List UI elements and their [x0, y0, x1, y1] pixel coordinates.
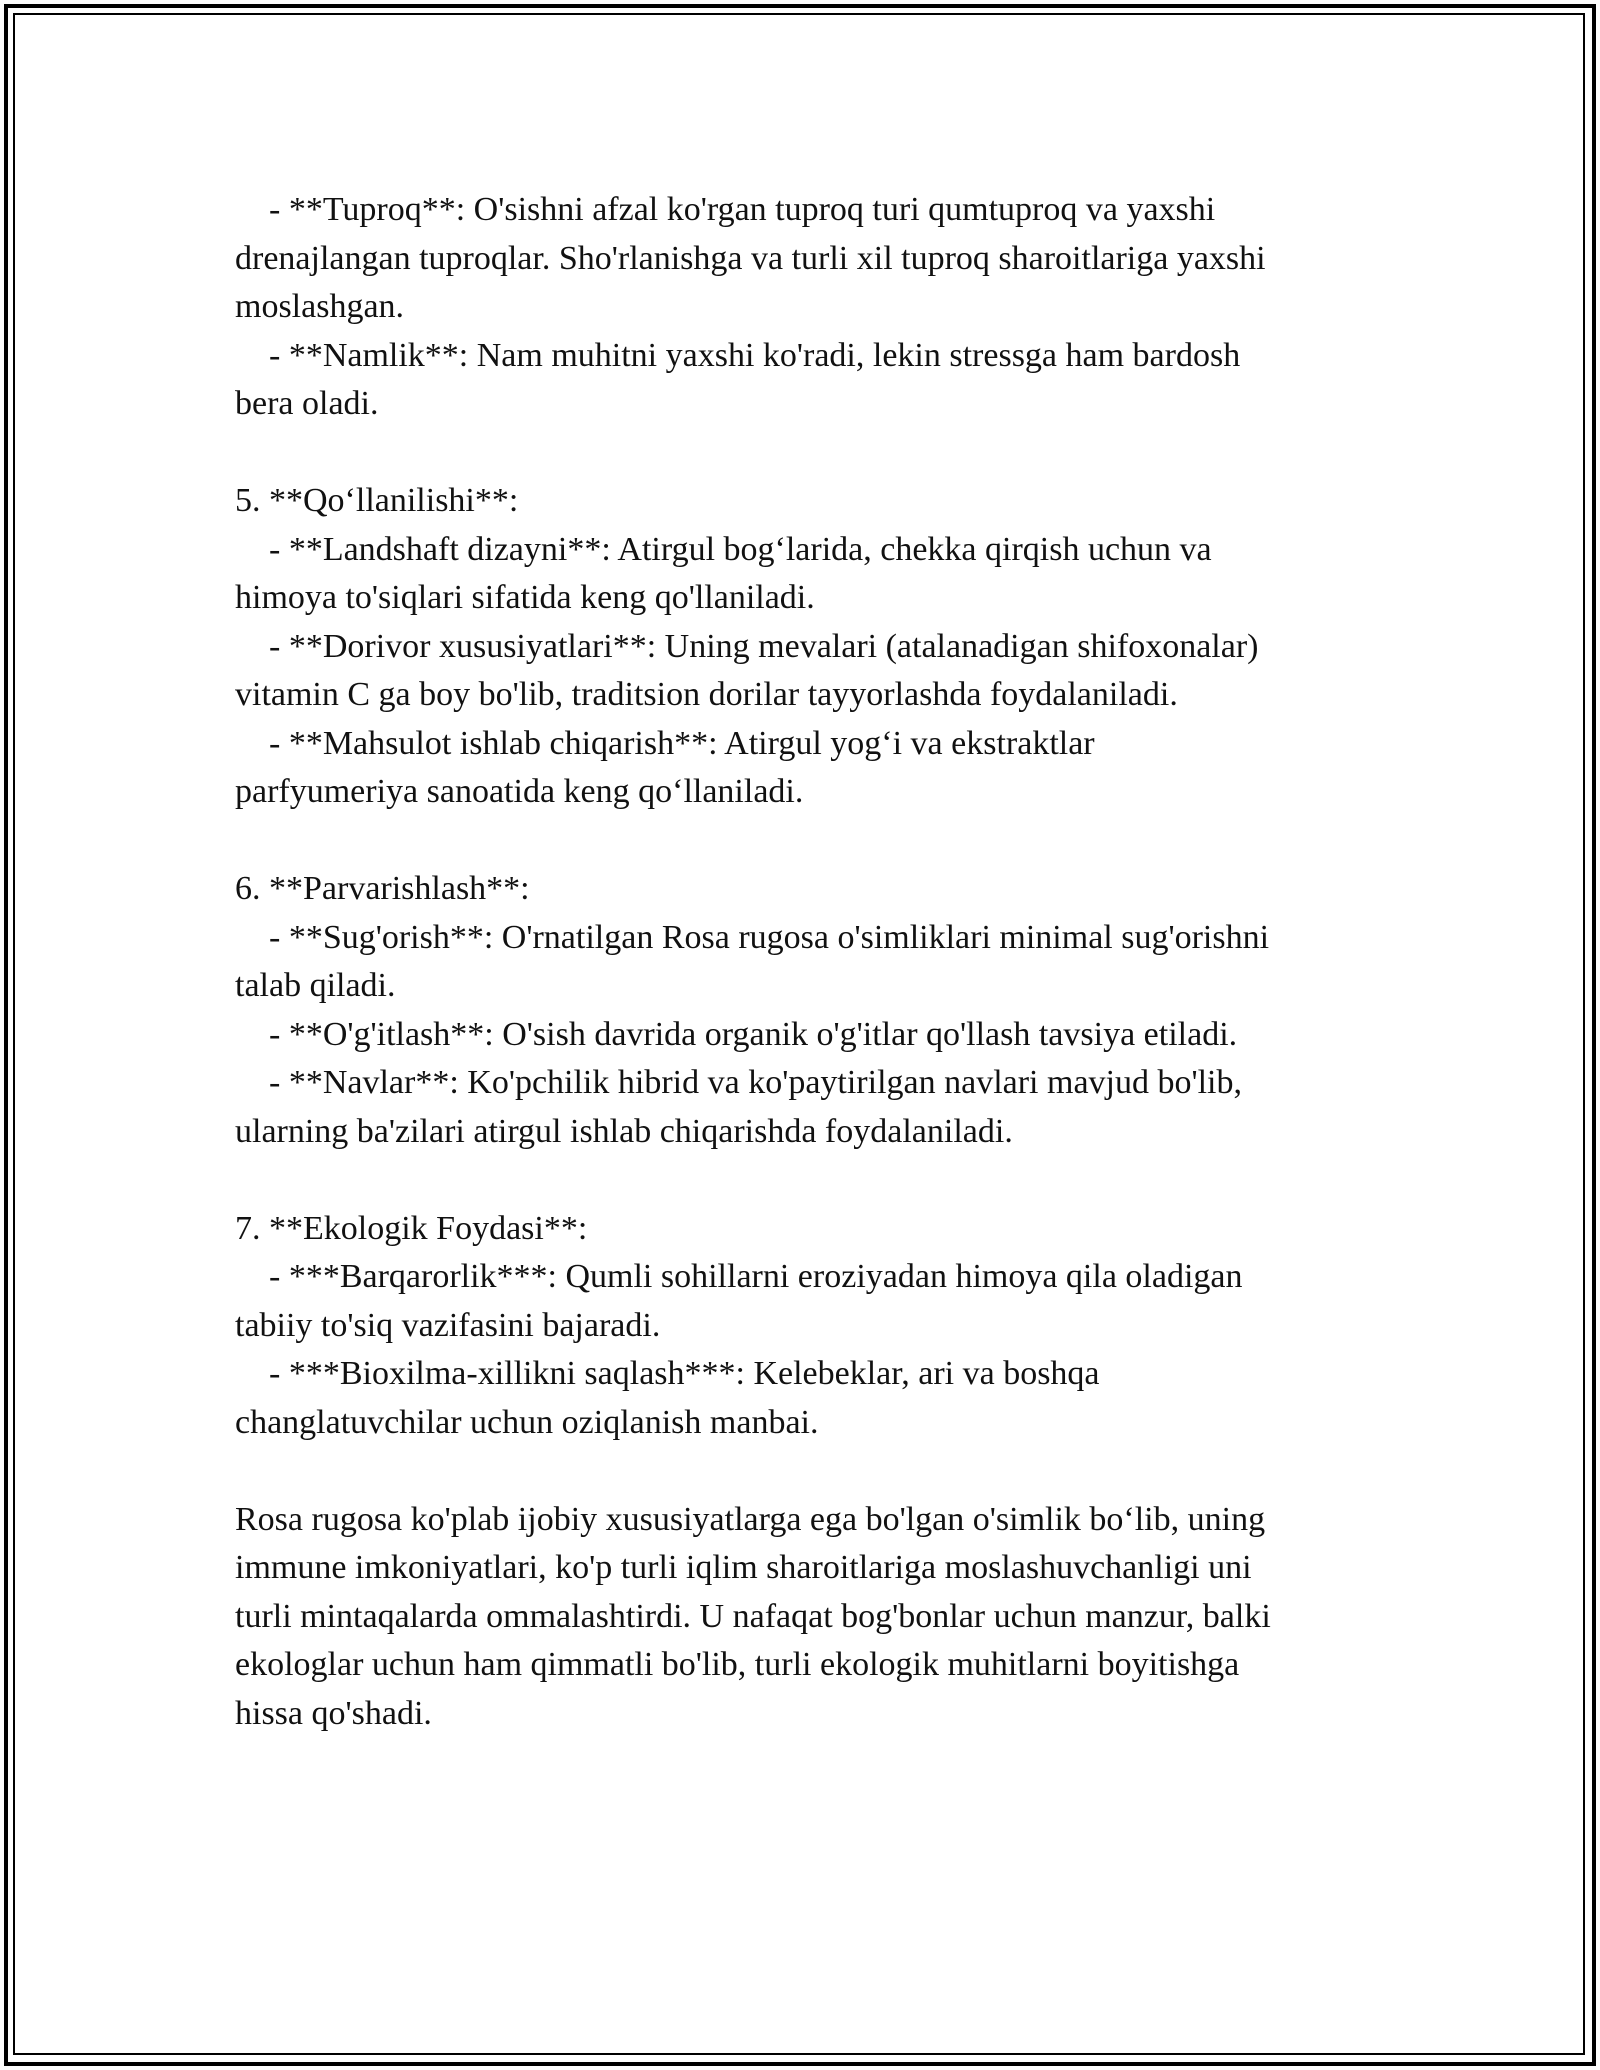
text-line: - **Mahsulot ishlab chiqarish**: Atirgul yog‘i va ekstraktlar — [235, 724, 1095, 762]
text-line: vitamin C ga boy bo'lib, traditsion dorilar tayyorlashda foydalaniladi. — [235, 676, 1178, 713]
section-heading: 6. **Parvarishlash**: — [235, 870, 530, 907]
text-line: changlatuvchilar uchun oziqlanish manbai. — [235, 1403, 819, 1441]
blank-line — [235, 429, 1385, 478]
text-line: drenajlangan tuproqlar. Sho'rlanishga va turli xil tuproq sharoitlariga yaxshi — [235, 239, 1266, 277]
text-line: tabiiy to'siq vazifasini bajaradi. — [235, 1306, 661, 1344]
document-body — [235, 186, 1385, 1738]
text-line: - **Landshaft dizayni**: Atirgul bog‘larida, chekka qirqish uchun va — [235, 530, 1212, 568]
text-line: ularning ba'zilari atirgul ishlab chiqarishda foydalaniladi. — [235, 1112, 1013, 1150]
blank-line — [235, 1447, 1385, 1496]
text-line: bera oladi. — [235, 385, 379, 422]
conclusion-line: ekologlar uchun ham qimmatli bo'lib, turli ekologik muhitlarni boyitishga — [235, 1646, 1240, 1683]
section-heading: 5. **Qo‘llanilishi**: — [235, 482, 519, 519]
text-line: - **Sug'orish**: O'rnatilgan Rosa rugosa o'simliklari minimal sug'orishni — [235, 918, 1270, 956]
text-line: - **O'g'itlash**: O'sish davrida organik o'g'itlar qo'llash tavsiya etiladi. — [235, 1015, 1238, 1053]
text-line: moslashgan. — [235, 288, 405, 325]
text-line: parfyumeriya sanoatida keng qo‘llaniladi. — [235, 773, 804, 810]
text-line: - **Navlar**: Ko'pchilik hibrid va ko'paytirilgan navlari mavjud bo'lib, — [235, 1064, 1243, 1101]
text-line: - **Dorivor xususiyatlari**: Uning mevalari (atalanadigan shifoxonalar) — [235, 627, 1259, 665]
text-line: talab qiladi. — [235, 967, 396, 1004]
text-line: himoya to'siqlari sifatida keng qo'llaniladi. — [235, 579, 815, 616]
text-line: - ***Barqarorlik***: Qumli sohillarni eroziyadan himoya qila oladigan — [235, 1258, 1243, 1295]
text-line: - **Namlik**: Nam muhitni yaxshi ko'radi, lekin stressga ham bardosh — [235, 336, 1241, 374]
conclusion-line: turli mintaqalarda ommalashtirdi. U nafaqat bog'bonlar uchun manzur, balki — [235, 1597, 1271, 1635]
section-heading: 7. **Ekologik Foydasi**: — [235, 1209, 588, 1247]
blank-line — [235, 1156, 1385, 1205]
text-line: - **Tuproq**: O'sishni afzal ko'rgan tuproq turi qumtuproq va yaxshi — [235, 191, 1216, 228]
blank-line — [235, 817, 1385, 866]
conclusion-line: Rosa rugosa ko'plab ijobiy xususiyatlarga ega bo'lgan o'simlik bo‘lib, uning — [235, 1500, 1266, 1538]
conclusion-line: immune imkoniyatlari, ko'p turli iqlim sharoitlariga moslashuvchanligi uni — [235, 1549, 1252, 1586]
conclusion-line: hissa qo'shadi. — [235, 1694, 432, 1732]
text-line: - ***Bioxilma-xillikni saqlash***: Kelebeklar, ari va boshqa — [235, 1355, 1100, 1392]
